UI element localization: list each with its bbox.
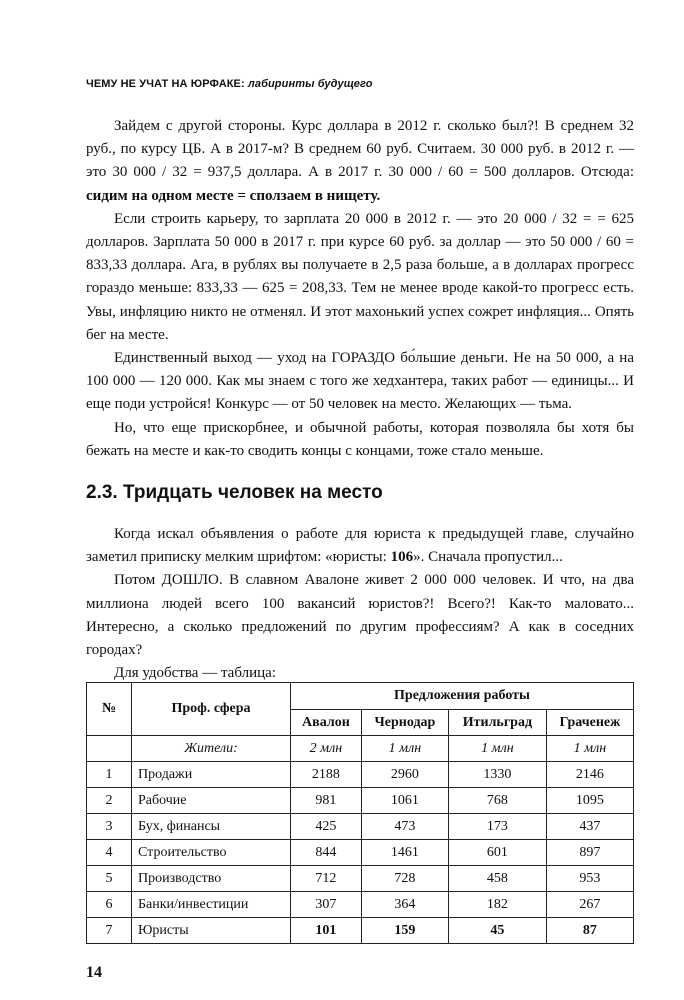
- paragraph-avalon: Потом ДОШЛО. В славном Авалоне живет 2 000 000 человек. И что, на два миллиона людей всего 100 вакансий юристов?! Всего?! Как-то маловато... Интересно, а сколько предложений по другим профессиям? А как в соседних городах?: [86, 572, 634, 659]
- table-row: [87, 840, 634, 866]
- row-value: 437: [546, 814, 633, 840]
- row-value: 1095: [546, 788, 633, 814]
- row-number: 5: [87, 866, 132, 892]
- table-header-row: [87, 683, 634, 710]
- row-number: 6: [87, 892, 132, 918]
- residents-cell: 1 млн: [449, 736, 547, 762]
- row-value: 1061: [361, 788, 448, 814]
- row-sphere: Продажи: [132, 762, 291, 788]
- job-offers-table: [86, 682, 634, 944]
- running-header-subtitle: лабиринты будущего: [244, 78, 373, 90]
- row-value: 425: [291, 814, 362, 840]
- row-sphere: Строительство: [132, 840, 291, 866]
- row-sphere: Юристы: [132, 918, 291, 944]
- row-value: 897: [546, 840, 633, 866]
- row-value: 728: [361, 866, 448, 892]
- table-row: [87, 762, 634, 788]
- residents-label: Жители:: [132, 736, 291, 762]
- row-value: 953: [546, 866, 633, 892]
- row-value: 267: [546, 892, 633, 918]
- row-sphere: Бух, финансы: [132, 814, 291, 840]
- row-value: 981: [291, 788, 362, 814]
- row-value: 768: [449, 788, 547, 814]
- row-value: 601: [449, 840, 547, 866]
- row-value: 2960: [361, 762, 448, 788]
- row-value: 45: [449, 918, 547, 944]
- row-value: 712: [291, 866, 362, 892]
- paragraph-job-search-count: 106: [390, 549, 414, 566]
- table-residents-row: [87, 736, 634, 762]
- text-block-top: [86, 115, 634, 463]
- row-value: 2146: [546, 762, 633, 788]
- row-number: 4: [87, 840, 132, 866]
- row-number: 7: [87, 918, 132, 944]
- residents-cell: 1 млн: [546, 736, 633, 762]
- paragraph-career: Если строить карьеру, то зарплата 20 000 в 2012 г. — это 20 000 / 32 = = 625 долларов. Зарплата 50 000 в 2017 г. при курсе 60 руб. за доллар — это 50 000 / 60 = 833,33 доллара. Ага, в рублях вы получаете в 2,5 раза больше, а в долларах прогресс гораздо меньше: 833,33 — 625 = 208,33. Тем не менее вроде какой-то прогресс есть. Увы, инфляцию никто не отменял. И этот махонький успех сожрет инфляция... Опять бег на месте.: [86, 210, 634, 343]
- paragraph-dollar-rate-text: Зайдем с другой стороны. Курс доллара в 2012 г. сколько был?! В среднем 32 руб., по курсу ЦБ. А в 2017-м? В среднем 60 руб. Считаем. 30 000 руб. в 2012 г. — это 30 000 / 32 = 937,5 доллара. А в 2017 г. 30 000 / 60 = 500 долларов. Отсюда:: [86, 118, 634, 181]
- section-heading: 2.3. Тридцать человек на место: [86, 482, 383, 503]
- paragraph-table-intro: Для удобства — таблица:: [114, 665, 276, 682]
- paragraph-dollar-rate-conclusion: сидим на одном месте = сползаем в нищету.: [86, 187, 381, 204]
- column-header-city: Итильград: [449, 710, 547, 736]
- row-value: 159: [361, 918, 448, 944]
- page-number: 14: [86, 964, 102, 981]
- row-value: 473: [361, 814, 448, 840]
- table-row: [87, 788, 634, 814]
- row-number: 2: [87, 788, 132, 814]
- row-value: 1330: [449, 762, 547, 788]
- row-value: 2188: [291, 762, 362, 788]
- table-row: [87, 814, 634, 840]
- row-number: 1: [87, 762, 132, 788]
- table-cell: [87, 736, 132, 762]
- row-sphere: Рабочие: [132, 788, 291, 814]
- paragraph-job-search-text: Когда искал объявления о работе для юриста к предыдущей главе, случайно заметил приписку мелким шрифтом: «юристы:: [86, 526, 634, 566]
- paragraph-only-way: Единственный выход — уход на ГОРАЗДО бо́льшие деньги. Не на 50 000, а на 100 000 — 120 000. Как мы знаем с того же хедхантера, таких работ — единицы... И еще поди устройся! Конкурс — от 50 человек на место. Желающих — тьма.: [86, 350, 634, 413]
- running-header: [86, 78, 373, 90]
- table-row: [87, 918, 634, 944]
- row-sphere: Производство: [132, 866, 291, 892]
- residents-cell: 2 млн: [291, 736, 362, 762]
- row-value: 1461: [361, 840, 448, 866]
- row-value: 101: [291, 918, 362, 944]
- column-header-sphere: Проф. сфера: [132, 683, 291, 736]
- column-header-city: Авалон: [291, 710, 362, 736]
- text-block-bottom: [86, 523, 634, 685]
- row-value: 173: [449, 814, 547, 840]
- residents-cell: 1 млн: [361, 736, 448, 762]
- paragraph-dollar-rate: [86, 115, 634, 208]
- column-header-city: Граченеж: [546, 710, 633, 736]
- row-value: 844: [291, 840, 362, 866]
- row-sphere: Банки/инвестиции: [132, 892, 291, 918]
- row-value: 364: [361, 892, 448, 918]
- table-row: [87, 866, 634, 892]
- row-value: 182: [449, 892, 547, 918]
- table-row: [87, 892, 634, 918]
- row-value: 458: [449, 866, 547, 892]
- column-header-number: №: [87, 683, 132, 736]
- running-header-title: ЧЕМУ НЕ УЧАТ НА ЮРФАКЕ:: [86, 78, 245, 90]
- paragraph-regular-work: Но, что еще прискорбнее, и обычной работы, которая позволяла бы хотя бы бежать на месте и как-то сводить концы с концами, тоже стало меньше.: [86, 419, 634, 459]
- paragraph-job-search-tail: ». Сначала пропустил...: [413, 549, 563, 566]
- row-value: 87: [546, 918, 633, 944]
- column-header-city: Чернодар: [361, 710, 448, 736]
- row-number: 3: [87, 814, 132, 840]
- column-group-header: Предложения работы: [291, 683, 634, 710]
- row-value: 307: [291, 892, 362, 918]
- paragraph-job-search: [86, 523, 634, 569]
